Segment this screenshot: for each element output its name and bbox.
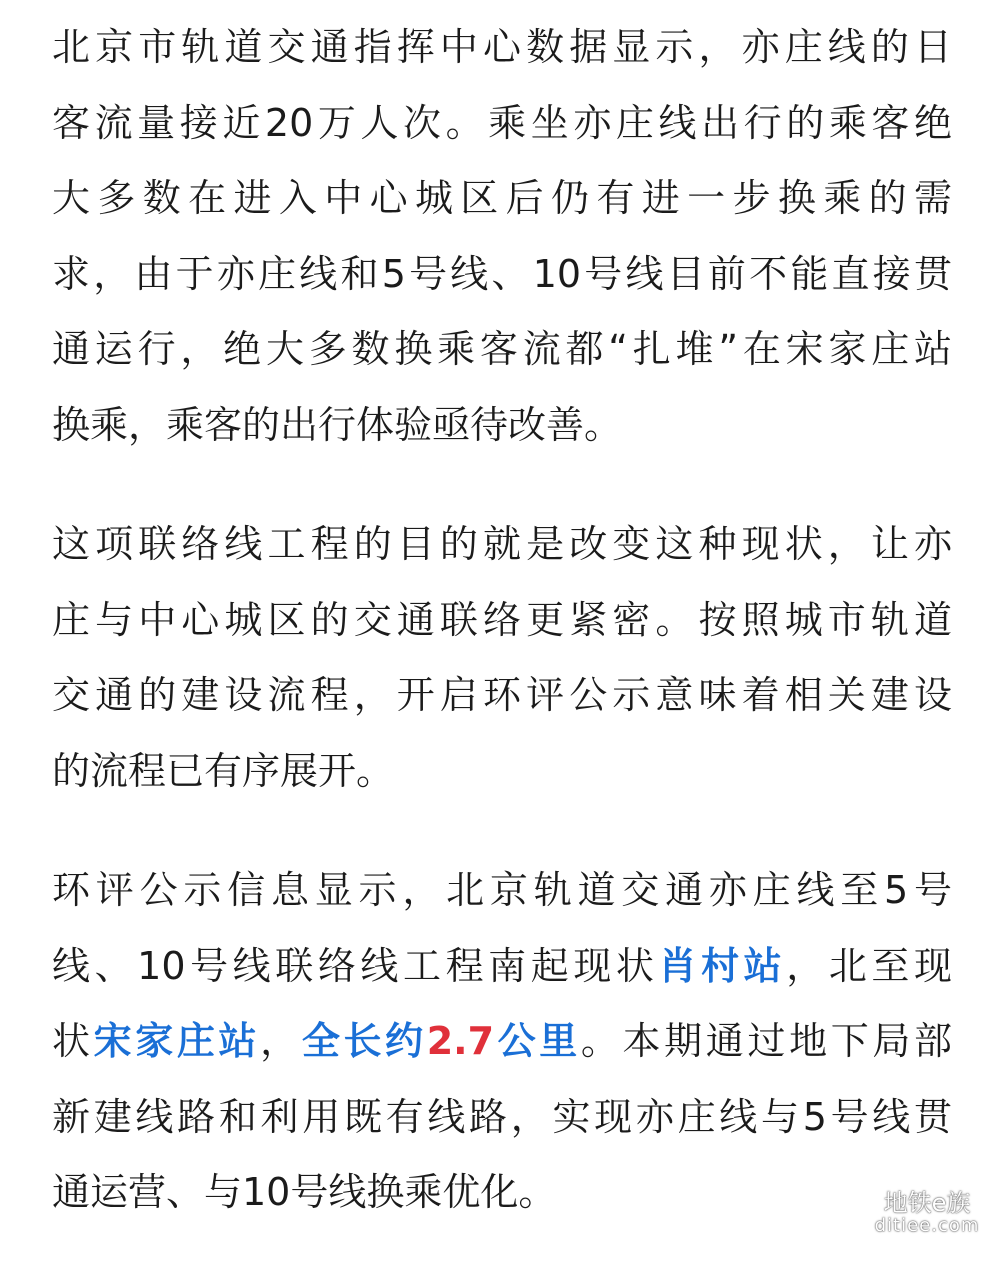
watermark-en: ditiee.com xyxy=(874,1215,980,1237)
text-segment: 线、10号线联络线工程南起现状 xyxy=(52,943,659,988)
text-segment: 状 xyxy=(52,1019,94,1063)
length-label: 全长约 xyxy=(301,1019,427,1063)
text-line: 的流程已有序展开。 xyxy=(52,748,395,793)
text-line: 求，由于亦庄线和5号线、10号线目前不能直接贯 xyxy=(52,251,952,296)
text-segment: ，北至现 xyxy=(786,943,952,988)
text-segment: ， xyxy=(260,1019,302,1063)
text-line: 交通的建设流程，开启环评公示意味着相关建设 xyxy=(52,673,952,717)
paragraph-3 xyxy=(52,853,952,1231)
station-name-xiaocun: 肖村站 xyxy=(658,943,787,988)
text-line: 大多数在进入中心城区后仍有进一步换乘的需 xyxy=(52,176,952,220)
paragraph-2 xyxy=(52,507,952,809)
text-line xyxy=(52,1004,952,1080)
text-line: 环评公示信息显示，北京轨道交通亦庄线至5号 xyxy=(52,868,952,912)
text-line: 通运营、与10号线换乘优化。 xyxy=(52,1170,557,1214)
site-watermark xyxy=(862,1190,992,1236)
text-line xyxy=(52,929,952,1005)
text-line: 这项联络线工程的目的就是改变这种现状，让亦 xyxy=(52,522,952,566)
text-line: 庄与中心城区的交通联络更紧密。按照城市轨道 xyxy=(52,597,952,642)
article-body xyxy=(52,10,952,1275)
text-line: 通运行，绝大多数换乘客流都“扎堆”在宋家庄站 xyxy=(52,327,952,371)
length-unit: 公里 xyxy=(494,1019,581,1063)
watermark-cn: 地铁e族 xyxy=(883,1188,971,1217)
text-line: 北京市轨道交通指挥中心数据显示，亦庄线的日 xyxy=(52,25,952,69)
text-line: 新建线路和利用既有线路，实现亦庄线与5号线贯 xyxy=(52,1094,952,1139)
text-line: 换乘，乘客的出行体验亟待改善。 xyxy=(52,402,623,447)
text-segment: 。本期通过地下局部 xyxy=(580,1019,952,1063)
station-name-songjiazhuang: 宋家庄站 xyxy=(93,1019,261,1063)
length-value: 2.7 xyxy=(426,1019,495,1063)
text-line: 客流量接近20万人次。乘坐亦庄线出行的乘客绝 xyxy=(52,100,952,145)
paragraph-1 xyxy=(52,10,952,463)
